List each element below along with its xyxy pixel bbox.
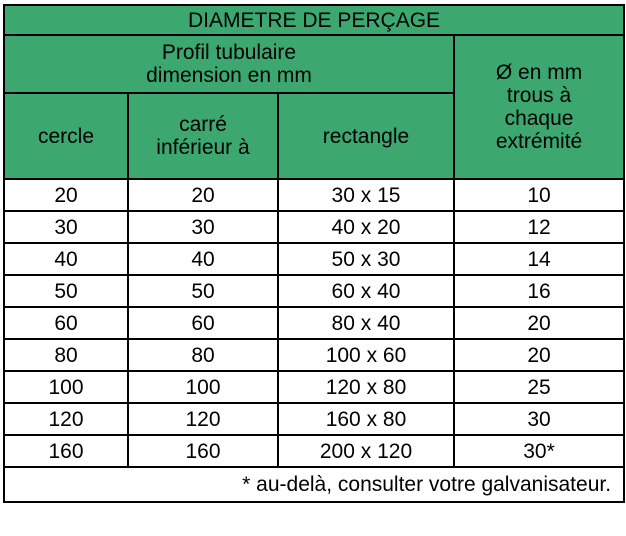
rectangle-cell: 50 x 30 bbox=[278, 243, 454, 275]
profile-header: Profil tubulaire dimension en mm bbox=[4, 35, 454, 93]
table-row bbox=[4, 371, 624, 403]
rectangle-cell: 200 x 120 bbox=[278, 435, 454, 467]
square-cell: 30 bbox=[128, 211, 278, 243]
hole-diameter-cell: 14 bbox=[454, 243, 624, 275]
circle-cell: 30 bbox=[4, 211, 128, 243]
square-cell: 160 bbox=[128, 435, 278, 467]
table-row bbox=[4, 243, 624, 275]
hole-diameter-cell: 25 bbox=[454, 371, 624, 403]
drilling-diameter-table bbox=[3, 4, 625, 503]
rectangle-cell: 30 x 15 bbox=[278, 179, 454, 211]
hole-diameter-cell: 16 bbox=[454, 275, 624, 307]
square-cell: 40 bbox=[128, 243, 278, 275]
rectangle-cell: 120 x 80 bbox=[278, 371, 454, 403]
square-cell: 80 bbox=[128, 339, 278, 371]
hole-diameter-cell: 30 bbox=[454, 403, 624, 435]
square-cell: 100 bbox=[128, 371, 278, 403]
table-row bbox=[4, 339, 624, 371]
table-row bbox=[4, 435, 624, 467]
circle-cell: 20 bbox=[4, 179, 128, 211]
table-row bbox=[4, 275, 624, 307]
hole-diameter-header: Ø en mm trous à chaque extrémité bbox=[454, 35, 624, 179]
circle-cell: 120 bbox=[4, 403, 128, 435]
circle-cell: 50 bbox=[4, 275, 128, 307]
rectangle-header: rectangle bbox=[278, 93, 454, 179]
circle-cell: 60 bbox=[4, 307, 128, 339]
rectangle-cell: 160 x 80 bbox=[278, 403, 454, 435]
square-cell: 120 bbox=[128, 403, 278, 435]
table-row bbox=[4, 179, 624, 211]
circle-header: cercle bbox=[4, 93, 128, 179]
square-cell: 60 bbox=[128, 307, 278, 339]
footnote: * au-delà, consulter votre galvanisateur. bbox=[4, 467, 624, 502]
data-rows bbox=[4, 179, 624, 467]
rectangle-cell: 80 x 40 bbox=[278, 307, 454, 339]
circle-cell: 80 bbox=[4, 339, 128, 371]
square-cell: 50 bbox=[128, 275, 278, 307]
title-row bbox=[4, 5, 624, 35]
header-row-1 bbox=[4, 35, 624, 93]
hole-diameter-cell: 30* bbox=[454, 435, 624, 467]
rectangle-cell: 40 x 20 bbox=[278, 211, 454, 243]
table-row bbox=[4, 403, 624, 435]
square-header: carré inférieur à bbox=[128, 93, 278, 179]
table-title: DIAMETRE DE PERÇAGE bbox=[4, 5, 624, 35]
hole-diameter-cell: 20 bbox=[454, 307, 624, 339]
rectangle-cell: 60 x 40 bbox=[278, 275, 454, 307]
table-row bbox=[4, 307, 624, 339]
circle-cell: 160 bbox=[4, 435, 128, 467]
rectangle-cell: 100 x 60 bbox=[278, 339, 454, 371]
footnote-row bbox=[4, 467, 624, 502]
circle-cell: 100 bbox=[4, 371, 128, 403]
hole-diameter-cell: 10 bbox=[454, 179, 624, 211]
hole-diameter-cell: 12 bbox=[454, 211, 624, 243]
square-cell: 20 bbox=[128, 179, 278, 211]
hole-diameter-cell: 20 bbox=[454, 339, 624, 371]
table-row bbox=[4, 211, 624, 243]
circle-cell: 40 bbox=[4, 243, 128, 275]
